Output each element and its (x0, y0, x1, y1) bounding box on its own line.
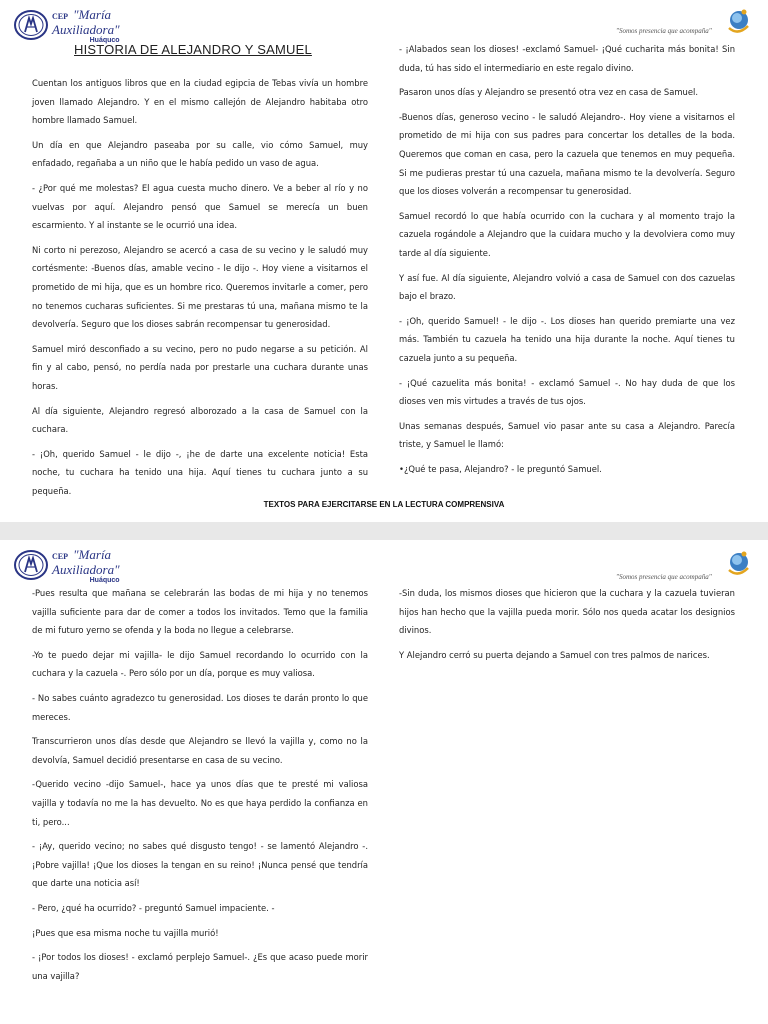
paragraph: Y Alejandro cerró su puerta dejando a Samuel con tres palmos de narices. (399, 649, 710, 660)
school-motto: "Somos presencia que acompaña" (616, 573, 712, 581)
paragraph: -Yo te puedo dejar mi vajilla- le dijo Samuel recordando lo ocurrido con la cuchara y la cazuela -. Pero sólo por un día, porque es muy valiosa. (32, 649, 368, 679)
logo-auxiliadora: Auxiliadora" (52, 562, 120, 577)
paragraph: -Buenos días, generoso vecino - le saludó Alejandro-. Hoy viene a visitarnos el prometido de mi hija con sus padres para concertar los detalles de la boda. Queremos que coman en casa, pero la cazuela que tenemos en muy pequeña. Si me pudieras prestar tú una cazuela, mañana mismo te la devolvería. Seguro que los dioses volverán a recompensar tu generosidad. (399, 111, 735, 197)
paragraph: Transcurrieron unos días desde que Alejandro se llevó la vajilla y, como no la devolvía, Samuel decidió presentarse en casa de su vecino. (32, 736, 368, 765)
logo-city: Huáquco (89, 577, 120, 584)
page-2 (0, 540, 768, 1024)
paragraph: - No sabes cuánto agradezco tu generosidad. Los dioses te darán pronto lo que mereces. (32, 692, 368, 722)
logo-cep: CEP (52, 552, 68, 561)
paragraph: ¡Pues que esa misma noche tu vajilla murió! (32, 927, 219, 938)
paragraph: -Querido vecino -dijo Samuel-, hace ya unos días que te presté mi valiosa vajilla y todavía no me la has devuelto. No es que haya perdido la confianza en ti, pero... (32, 779, 368, 827)
school-motto: "Somos presencia que acompaña" (616, 27, 712, 35)
paragraph: Unas semanas después, Samuel vio pasar ante su casa a Alejandro. Parecía triste, y Samuel le llamó: (399, 420, 735, 450)
paragraph: Pasaron unos días y Alejandro se presentó otra vez en casa de Samuel. (399, 87, 698, 98)
paragraph: Cuentan los antiguos libros que en la ciudad egipcia de Tebas vivía un hombre joven llamado Alejandro. Y en el mismo callejón de Alejandro habitaba otro hombre llamado Samuel. (32, 78, 368, 126)
page2-right-column (399, 584, 735, 670)
logo-maria: "María (73, 547, 112, 562)
paragraph: -Sin duda, los mismos dioses que hicieron que la cuchara y la cazuela tuvieran hijos han hecho que la vajilla pueda morir. Sólo nos queda acatar los designios divinos. (399, 588, 735, 636)
school-logo (14, 546, 120, 584)
school-emblem-icon (14, 550, 48, 580)
paragraph: - ¡Alabados sean los dioses! -exclamó Samuel- ¡Qué cucharita más bonita! Sin duda, tú has sido el intermediario en este regalo divino. (399, 44, 735, 73)
mascot-icon (726, 548, 750, 578)
page-title: HISTORIA DE ALEJANDRO Y SAMUEL (74, 42, 312, 57)
paragraph: - ¡Oh, querido Samuel! - le dijo -. Los dioses han querido premiarte una vez más. También tu cazuela ha tenido una hija durante la noche. Aquí tienes tu cazuela junto a su pequeña. (399, 315, 735, 363)
paragraph: Un día en que Alejandro paseaba por su calle, vio cómo Samuel, muy enfadado, regañaba a un niño que le había pedido un vaso de agua. (32, 139, 368, 169)
page-footer: TEXTOS PARA EJERCITARSE EN LA LECTURA COMPRENSIVA (263, 500, 505, 509)
paragraph: - Pero, ¿qué ha ocurrido? - preguntó Samuel impaciente. - (32, 902, 275, 913)
page1-right-column (399, 40, 735, 484)
page2-left-column (32, 584, 368, 991)
school-logo (14, 6, 120, 44)
logo-city: Huáquco (89, 37, 120, 44)
paragraph: •¿Qué te pasa, Alejandro? - le preguntó Samuel. (399, 463, 602, 474)
page1-left-column (32, 74, 368, 506)
paragraph: Samuel miró desconfiado a su vecino, pero no pudo negarse a su petición. Al fin y al cabo, pensó, no perdía nada por prestarle una cuchara durante unas horas. (32, 343, 368, 391)
school-emblem-icon (14, 10, 48, 40)
paragraph: Al día siguiente, Alejandro regresó alborozado a la casa de Samuel con la cuchara. (32, 405, 368, 435)
logo-cep: CEP (52, 12, 68, 21)
paragraph: Ni corto ni perezoso, Alejandro se acercó a casa de su vecino y le saludó muy cortésmente: -Buenos días, amable vecino - le dijo -. Hoy viene a visitarnos el prometido de mi hija, que es un hombre rico. Queremos invitarle a comer, pero no tenemos cucharas suficientes. Si me prestaras tú una, mañana mismo te la devolvería. Seguro que los dioses sabrán recompensar tu generosidad. (32, 244, 368, 330)
paragraph: - ¡Ay, querido vecino; no sabes qué disgusto tengo! - se lamentó Alejandro -. ¡Pobre vajilla! ¡Que los dioses la tengan en su reino! ¡Nunca pensé que tendría que darte una noticia así! (32, 841, 368, 889)
paragraph: - ¡Qué cazuelita más bonita! - exclamó Samuel -. No hay duda de que los dioses ven mis virtudes a través de tus ojos. (399, 377, 735, 407)
paragraph: Samuel recordó lo que había ocurrido con la cuchara y al momento trajo la cazuela rogándole a Alejandro que la cuidara mucho y la devolviera como muy tarde al día siguiente. (399, 210, 735, 258)
mascot-icon (726, 6, 750, 36)
paragraph: Y así fue. Al día siguiente, Alejandro volvió a casa de Samuel con dos cazuelas bajo el brazo. (399, 272, 735, 302)
paragraph: - ¡Por todos los dioses! - exclamó perplejo Samuel-. ¿Es que acaso puede morir una vajilla? (32, 952, 368, 981)
paragraph: -Pues resulta que mañana se celebrarán las bodas de mi hija y no tenemos vajilla suficiente para dar de comer a todos los invitados. Temo que la familia de mi futuro yerno se ofenda y la boda no llegue a celebrarse. (32, 588, 368, 636)
paragraph: - ¡Oh, querido Samuel - le dijo -, ¡he de darte una excelente noticia! Esta noche, tu cuchara ha tenido una hija. Aquí tienes tu cuchara junto a su pequeña. (32, 448, 368, 496)
paragraph: - ¿Por qué me molestas? El agua cuesta mucho dinero. Ve a beber al río y no vuelvas por aquí. Alejandro pensó que Samuel se merecía un buen escarmiento. Y al instante se le ocurrió una idea. (32, 182, 368, 231)
logo-maria: "María (73, 7, 112, 22)
logo-auxiliadora: Auxiliadora" (52, 22, 120, 37)
